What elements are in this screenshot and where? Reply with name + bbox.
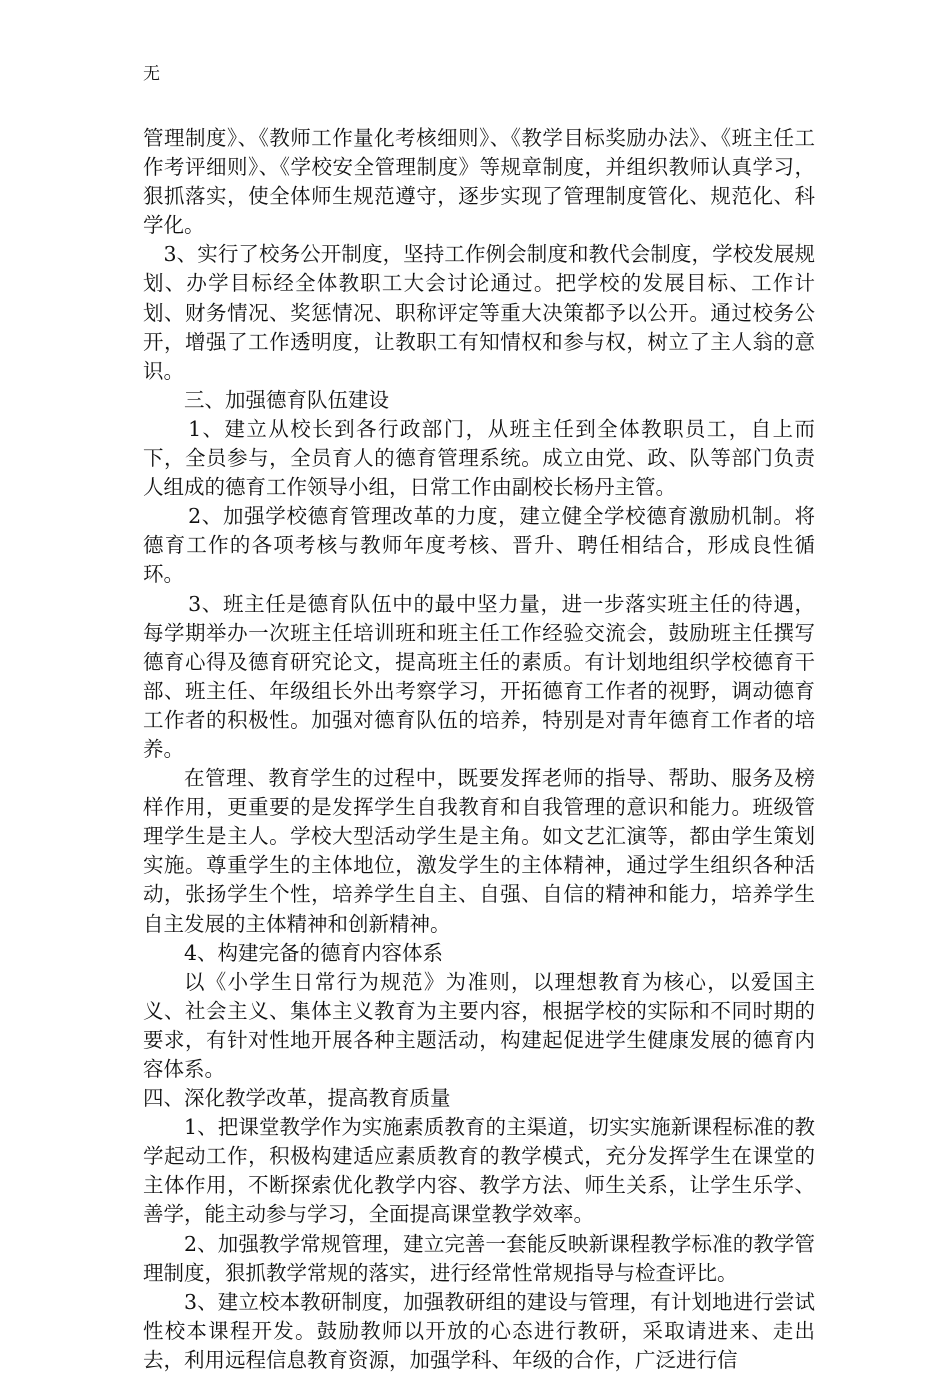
paragraph-moral-reform: 2、加强学校德育管理改革的力度，建立健全学校德育激励机制。将德育工作的各项考核与教师年度考核、晋升、聘任相结合，形成良性循环。: [143, 504, 815, 587]
page-header: 无: [143, 64, 160, 84]
paragraph-school-affairs-openness: 3、实行了校务公开制度，坚持工作例会制度和教代会制度，学校发展规划、办学目标经全体教职工大会讨论通过。把学校的发展目标、工作计划、财务情况、奖惩情况、职称评定等重大决策都予以公开。通过校务公开，增强了工作透明度，让教职工有知情权和参与权，树立了主人翁的意识。: [143, 242, 815, 383]
section-heading-moral-education-team: 三、加强德育队伍建设: [184, 387, 389, 412]
paragraph-teaching-routine: 2、加强教学常规管理，建立完善一套能反映新课程教学标准的教学管理制度，狠抓教学常规的落实，进行经常性常规指导与检查评比。: [143, 1231, 815, 1285]
paragraph-class-teachers: 3、班主任是德育队伍中的最中坚力量，进一步落实班主任的待遇，每学期举办一次班主任培训班和班主任工作经验交流会，鼓励班主任撰写德育心得及德育研究论文，提高班主任的素质。有计划地组织学校德育干部、班主任、年级组长外出考察学习，开拓德育工作者的视野，调动德育工作者的积极性。加强对德育队伍的培养，特别是对青年德育工作者的培养。: [143, 591, 815, 761]
paragraph-student-self-management: 在管理、教育学生的过程中，既要发挥老师的指导、帮助、服务及榜样作用，更重要的是发挥学生自我教育和自我管理的意识和能力。班级管理学生是主人。学校大型活动学生是主角。如文艺汇演等，都由学生策划实施。尊重学生的主体地位，激发学生的主体精神，通过学生组织各种活动，张扬学生个性，培养学生自主、自强、自信的精神和能力，培养学生自主发展的主体精神和创新精神。: [143, 766, 815, 936]
paragraph-school-research: 3、建立校本教研制度，加强教研组的建设与管理，有计划地进行尝试性校本课程开发。鼓励教师以开放的心态进行教研，采取请进来、走出去，利用远程信息教育资源，加强学科、年级的合作，广泛进行信: [143, 1289, 815, 1372]
paragraph-moral-content: 以《小学生日常行为规范》为准则，以理想教育为核心，以爱国主义、社会主义、集体主义教育为主要内容，根据学校的实际和不同时期的要求，有针对性地开展各种主题活动，构建起促进学生健康发展的德育内容体系。: [143, 969, 815, 1081]
subheading-moral-content-system: 4、构建完备的德育内容体系: [184, 940, 444, 965]
paragraph-management-rules: 管理制度》、《教师工作量化考核细则》、《教学目标奖励办法》、《班主任工作考评细则》、《学校安全管理制度》等规章制度，并组织教师认真学习，狠抓落实，使全体师生规范遵守，逐步实现了管理制度管化、规范化、科学化。: [143, 126, 815, 238]
paragraph-classroom-teaching: 1、把课堂教学作为实施素质教育的主渠道，切实实施新课程标准的教学起动工作，积极构建适应素质教育的教学模式，充分发挥学生在课堂的主体作用，不断探索优化教学内容、教学方法、师生关系，让学生乐学、善学，能主动参与学习，全面提高课堂教学效率。: [143, 1115, 815, 1227]
paragraph-moral-management-system: 1、建立从校长到各行政部门，从班主任到全体教职员工，自上而下，全员参与，全员育人的德育管理系统。成立由党、政、队等部门负责人组成的德育工作领导小组，日常工作由副校长杨丹主管。: [143, 416, 815, 500]
section-heading-teaching-reform: 四、深化教学改革，提高教育质量: [143, 1086, 451, 1111]
document-body: [143, 124, 815, 1375]
